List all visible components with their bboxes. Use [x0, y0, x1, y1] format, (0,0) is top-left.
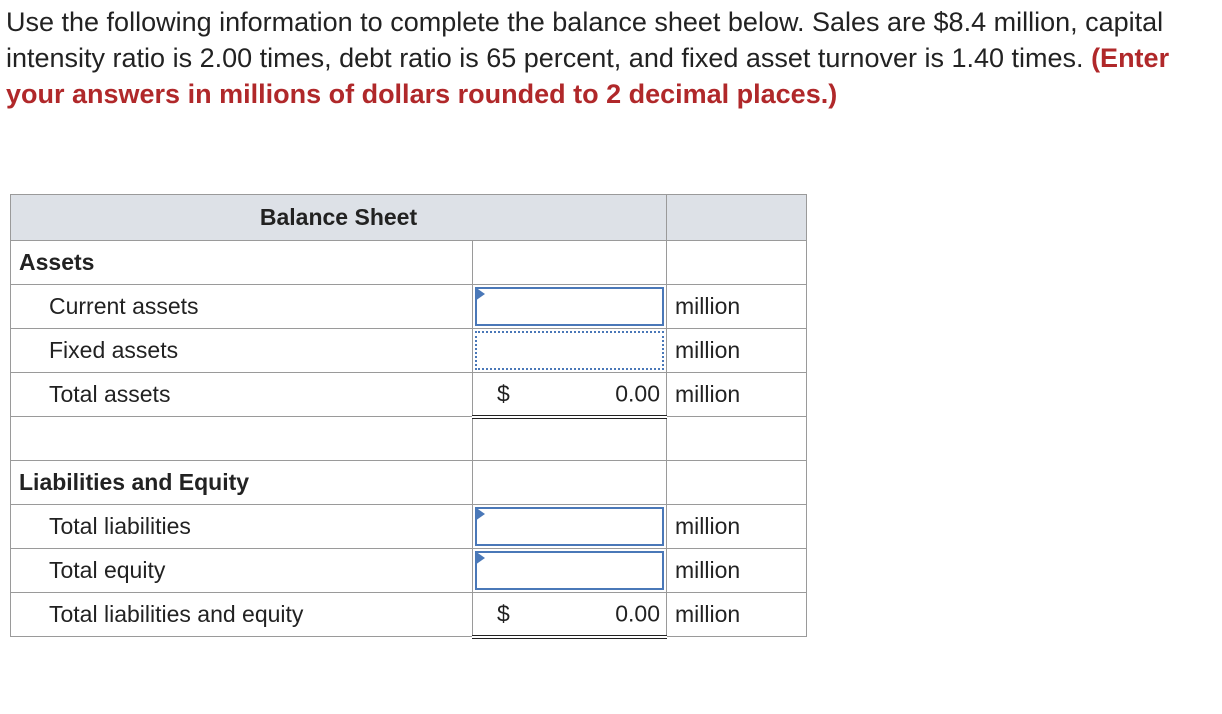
total-equity-unit: million [667, 549, 807, 593]
question-body: Use the following information to complete the balance sheet below. Sales are $8.4 million, capital intensity ratio is 2.00 times, debt ratio is 65 percent, and fixed asset turnover is 1.40 times. [6, 7, 1164, 73]
total-assets-unit: million [667, 373, 807, 417]
total-liab-equity-label: Total liabilities and equity [11, 593, 473, 637]
fixed-assets-label: Fixed assets [11, 329, 473, 373]
liabilities-heading: Liabilities and Equity [11, 461, 473, 505]
total-liabilities-cell [473, 505, 667, 549]
total-liab-equity-value: 0.00 [615, 600, 660, 627]
fixed-assets-unit: million [667, 329, 807, 373]
total-assets-value: 0.00 [615, 380, 660, 407]
current-assets-unit: million [667, 285, 807, 329]
assets-heading: Assets [11, 241, 473, 285]
blank-cell [667, 461, 807, 505]
input-flag-icon [475, 507, 485, 521]
total-assets-label: Total assets [11, 373, 473, 417]
dollar-sign: $ [497, 380, 510, 407]
blank-cell [473, 461, 667, 505]
total-equity-cell [473, 549, 667, 593]
question-text [6, 4, 1218, 112]
blank-cell [473, 417, 667, 461]
total-liabilities-unit: million [667, 505, 807, 549]
total-liab-equity-cell [473, 593, 667, 637]
balance-sheet-table [10, 194, 807, 639]
balance-sheet-title: Balance Sheet [11, 195, 667, 241]
header-blank [667, 195, 807, 241]
current-assets-cell [473, 285, 667, 329]
total-liabilities-label: Total liabilities [11, 505, 473, 549]
blank-cell [473, 241, 667, 285]
total-equity-label: Total equity [11, 549, 473, 593]
current-assets-input[interactable] [475, 287, 664, 326]
input-flag-icon [475, 551, 485, 565]
question-instruction: (Enter your answers in millions of dollars rounded to 2 decimal places.) [6, 43, 1170, 109]
total-liabilities-input[interactable] [475, 507, 664, 546]
current-assets-label: Current assets [11, 285, 473, 329]
fixed-assets-input[interactable] [475, 331, 664, 370]
blank-cell [11, 417, 473, 461]
total-equity-input[interactable] [475, 551, 664, 590]
blank-cell [667, 241, 807, 285]
total-liab-equity-unit: million [667, 593, 807, 637]
fixed-assets-cell [473, 329, 667, 373]
blank-cell [667, 417, 807, 461]
dollar-sign: $ [497, 600, 510, 627]
total-assets-cell [473, 373, 667, 417]
input-flag-icon [475, 287, 485, 301]
